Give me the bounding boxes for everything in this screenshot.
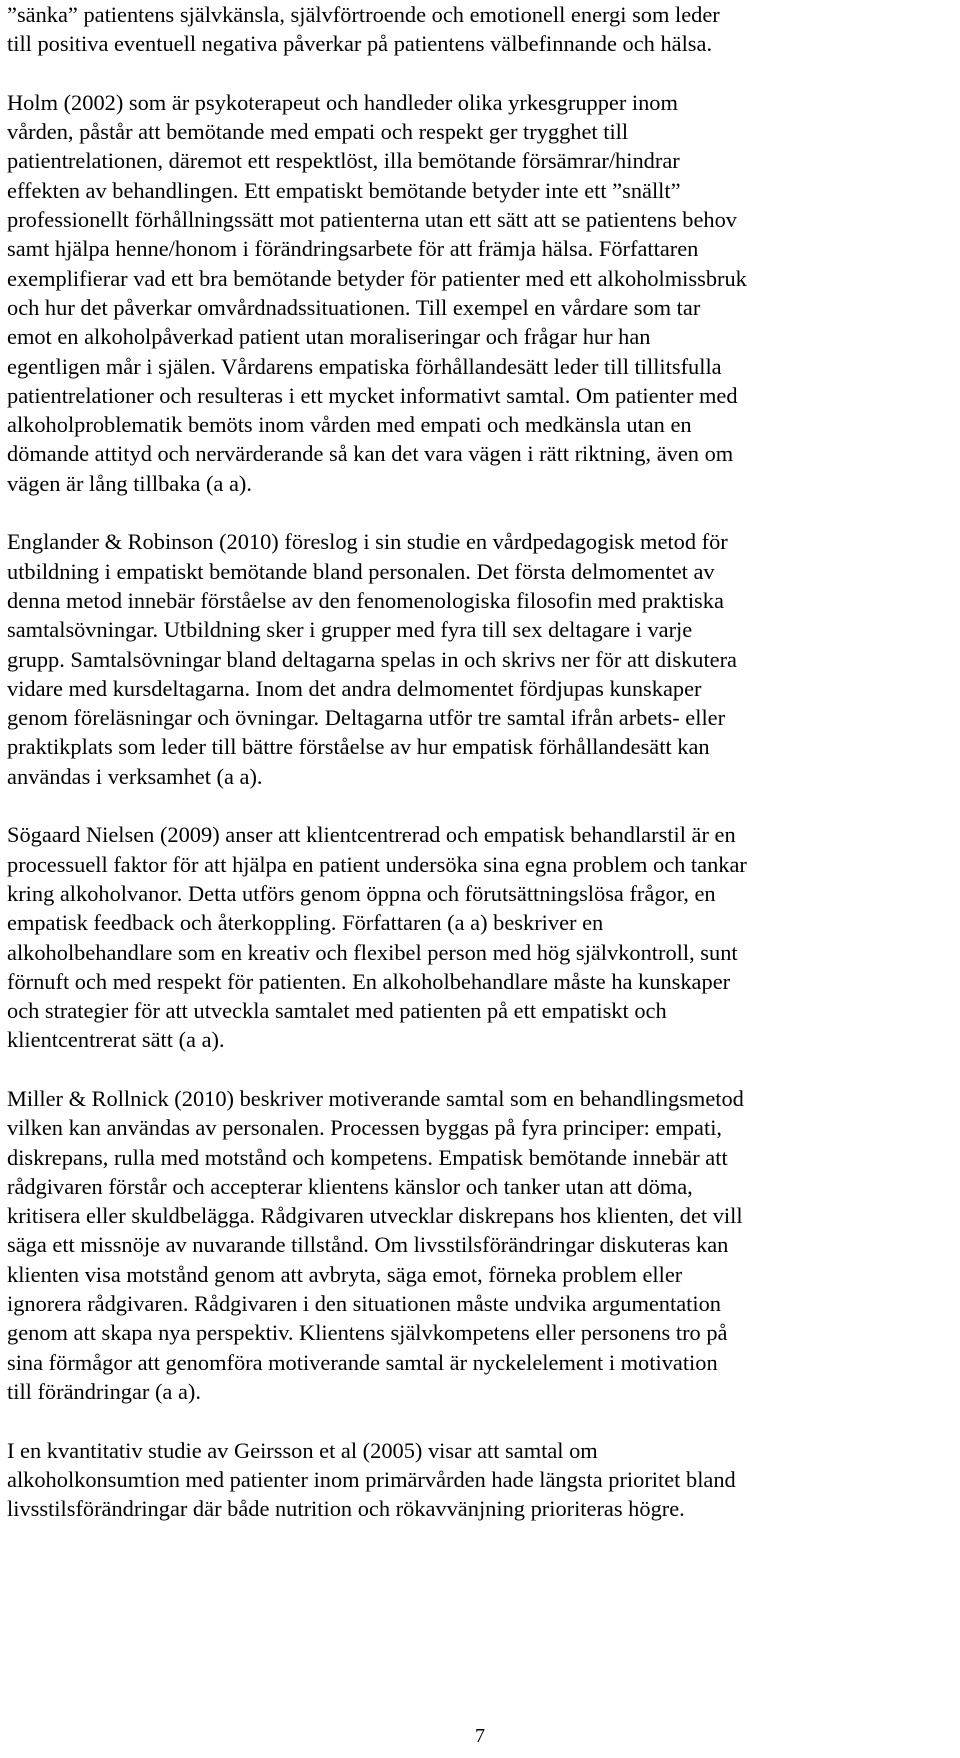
text-line: alkoholproblematik bemöts inom vården med empati och medkänsla utan en (7, 412, 692, 438)
text-line: vägen är lång tillbaka (a a). (7, 470, 252, 496)
text-line: vilken kan användas av personalen. Processen byggas på fyra principer: empati, (7, 1115, 723, 1141)
text-line: användas i verksamhet (a a). (7, 763, 263, 789)
text-line: Englander & Robinson (2010) föreslog i sin studie en vårdpedagogisk metod för (7, 529, 728, 555)
text-line: ”sänka” patientens självkänsla, självförtroende och emotionell energi som leder (7, 2, 720, 27)
text-line: patientrelationen, däremot ett respektlöst, illa bemötande försämrar/hindrar (7, 148, 680, 174)
text-line: samtalsövningar. Utbildning sker i grupper med fyra till sex deltagare i varje (7, 617, 693, 643)
text-line: samt hjälpa henne/honom i förändringsarbete för att främja hälsa. Författaren (7, 236, 699, 262)
text-line: patientrelationer och resulteras i ett mycket informativt samtal. Om patienter med (7, 382, 738, 408)
text-line: klienten visa motstånd genom att avbryta, säga emot, förneka problem eller (7, 1261, 683, 1287)
page-number: 7 (475, 1725, 485, 1747)
paragraph (7, 1436, 953, 1524)
body-text (7, 0, 953, 1523)
text-line: empatisk feedback och återkoppling. Författaren (a a) beskriver en (7, 910, 604, 936)
text-line: egentligen mår i själen. Vårdarens empatiska förhållandesätt leder till tillitsfulla (7, 353, 722, 379)
text-line: utbildning i empatiskt bemötande bland personalen. Det första delmomentet av (7, 558, 715, 584)
text-line: genom att skapa nya perspektiv. Klientens självkompetens eller personens tro på (7, 1320, 728, 1346)
text-line: diskrepans, rulla med motstånd och kompetens. Empatisk bemötande innebär att (7, 1144, 728, 1170)
text-line: I en kvantitativ studie av Geirsson et al (2005) visar att samtal om (7, 1437, 598, 1463)
text-line: denna metod innebär förståelse av den fenomenologiska filosofin med praktiska (7, 587, 724, 613)
text-line: sina förmågor att genomföra motiverande samtal är nyckelelement i motivation (7, 1349, 718, 1375)
text-line: Sögaard Nielsen (2009) anser att klientcentrerad och empatisk behandlarstil är en (7, 822, 736, 848)
text-line: vidare med kursdeltagarna. Inom det andra delmomentet fördjupas kunskaper (7, 675, 702, 701)
text-line: klientcentrerat sätt (a a). (7, 1027, 225, 1053)
paragraph (7, 0, 953, 59)
paragraph (7, 88, 953, 498)
text-line: kring alkoholvanor. Detta utförs genom öppna och förutsättningslösa frågor, en (7, 880, 716, 906)
text-line: Miller & Rollnick (2010) beskriver motiverande samtal som en behandlingsmetod (7, 1085, 744, 1111)
text-line: förnuft och med respekt för patienten. En alkoholbehandlare måste ha kunskaper (7, 968, 731, 994)
text-line: exemplifierar vad ett bra bemötande betyder för patienter med ett alkoholmissbruk (7, 265, 747, 291)
text-line: genom föreläsningar och övningar. Deltagarna utför tre samtal ifrån arbets- eller (7, 705, 726, 731)
text-line: alkoholkonsumtion med patienter inom primärvården hade längsta prioritet bland (7, 1466, 736, 1492)
text-line: vården, påstår att bemötande med empati och respekt ger trygghet till (7, 119, 629, 145)
text-line: effekten av behandlingen. Ett empatiskt bemötande betyder inte ett ”snällt” (7, 177, 681, 203)
paragraph (7, 820, 953, 1054)
text-line: professionellt förhållningssätt mot patienterna utan ett sätt att se patientens behov (7, 207, 737, 233)
text-line: till positiva eventuell negativa påverkar på patientens välbefinnande och hälsa. (7, 31, 713, 57)
text-line: Holm (2002) som är psykoterapeut och handleder olika yrkesgrupper inom (7, 89, 678, 115)
text-line: alkoholbehandlare som en kreativ och flexibel person med hög självkontroll, sunt (7, 939, 738, 965)
paragraph (7, 1084, 953, 1406)
text-line: till förändringar (a a). (7, 1378, 201, 1404)
text-line: rådgivaren förstår och accepterar klientens känslor och tanker utan att döma, (7, 1173, 693, 1199)
paragraph (7, 527, 953, 791)
text-line: praktikplats som leder till bättre förståelse av hur empatisk förhållandesätt kan (7, 734, 710, 760)
text-line: emot en alkoholpåverkad patient utan moraliseringar och frågar hur han (7, 324, 651, 350)
text-line: kritisera eller skuldbelägga. Rådgivaren utvecklar diskrepans hos klienten, det vill (7, 1203, 743, 1229)
text-line: processuell faktor för att hjälpa en patient undersöka sina egna problem och tankar (7, 851, 747, 877)
text-line: säga ett missnöje av nuvarande tillstånd. Om livsstilsförändringar diskuteras kan (7, 1232, 729, 1258)
text-line: ignorera rådgivaren. Rådgivaren i den situationen måste undvika argumentation (7, 1291, 721, 1317)
text-line: grupp. Samtalsövningar bland deltagarna spelas in och skrivs ner för att diskutera (7, 646, 737, 672)
text-line: och hur det påverkar omvårdnadssituationen. Till exempel en vårdare som tar (7, 294, 701, 320)
text-line: dömande attityd och nervärderande så kan det vara vägen i rätt riktning, även om (7, 441, 734, 467)
text-line: livsstilsförändringar där både nutrition och rökavvänjning prioriteras högre. (7, 1496, 685, 1522)
text-line: och strategier för att utveckla samtalet med patienten på ett empatiskt och (7, 998, 667, 1024)
